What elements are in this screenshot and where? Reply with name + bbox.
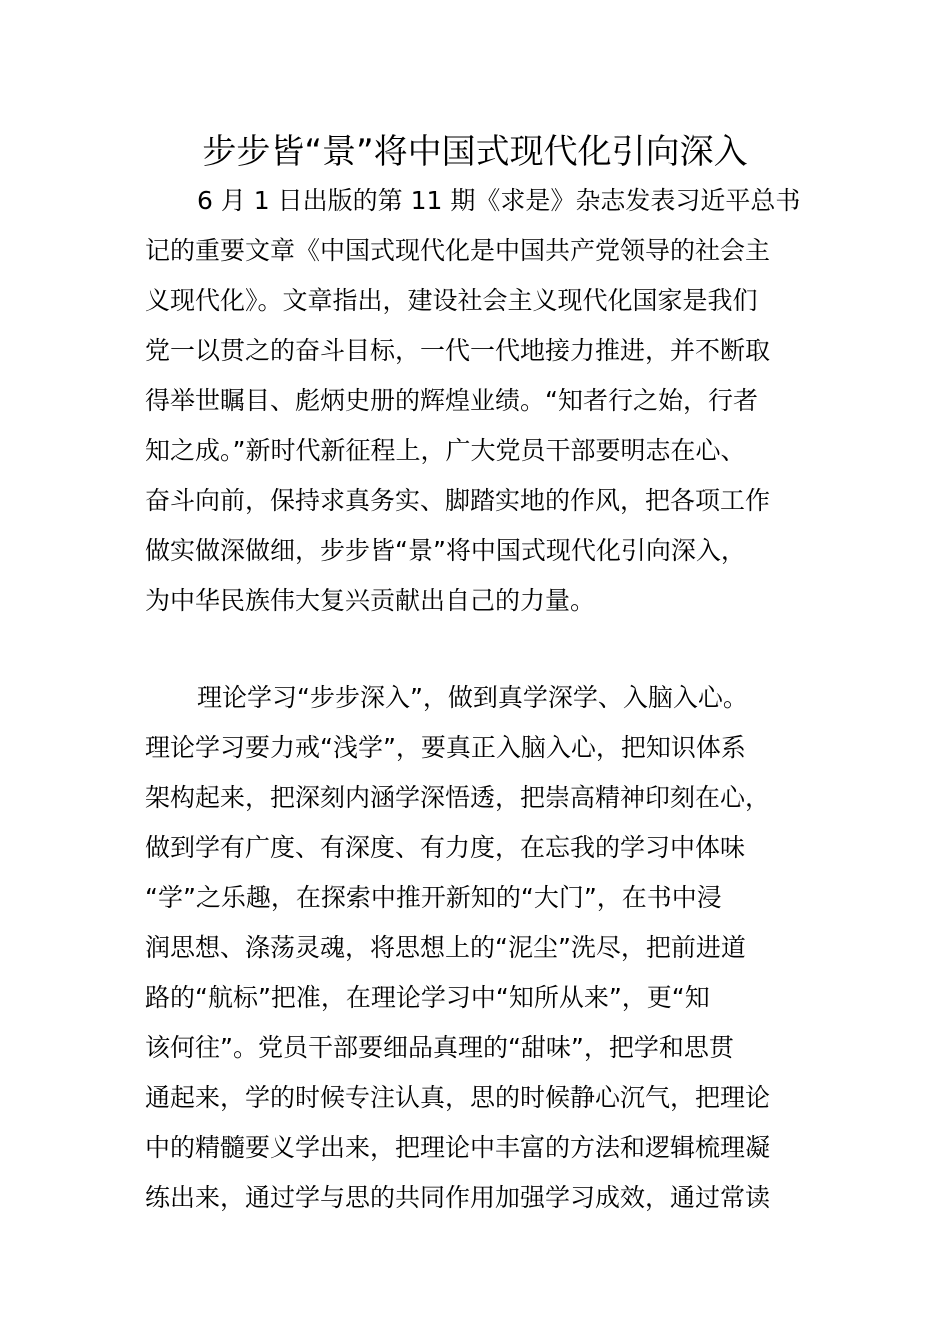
text-line: 架构起来，把深刻内涵学深悟透，把崇高精神印刻在心， xyxy=(145,783,771,812)
text-line: 记的重要文章《中国式现代化是中国共产党领导的社会主 xyxy=(145,236,771,265)
text-line: 6 月 1 日出版的第 11 期《求是》杂志发表习近平总书 xyxy=(197,186,801,215)
text-line: “学”之乐趣，在探索中推开新知的“大门”，在书中浸 xyxy=(145,883,722,912)
text-line: 练出来，通过学与思的共同作用加强学习成效，通过常读 xyxy=(145,1183,771,1212)
text-line: 该何往”。党员干部要细品真理的“甜味”，把学和思贯 xyxy=(145,1033,734,1062)
text-line: 做实做深做细，步步皆“景”将中国式现代化引向深入， xyxy=(145,536,746,565)
text-line: 中的精髓要义学出来，把理论中丰富的方法和逻辑梳理凝 xyxy=(145,1133,771,1162)
text-line: 理论学习要力戒“浅学”，要真正入脑入心，把知识体系 xyxy=(145,733,746,762)
text-line: 为中华民族伟大复兴贡献出自己的力量。 xyxy=(145,586,596,615)
text-line: 义现代化》。文章指出，建设社会主义现代化国家是我们 xyxy=(145,286,758,315)
text-line: 党一以贯之的奋斗目标，一代一代地接力推进，并不断取 xyxy=(145,336,771,365)
text-line: 理论学习“步步深入”，做到真学深学、入脑入心。 xyxy=(197,683,748,712)
text-line: 通起来，学的时候专注认真，思的时候静心沉气，把理论 xyxy=(145,1083,771,1112)
text-line: 得举世瞩目、彪炳史册的辉煌业绩。“知者行之始，行者 xyxy=(145,386,758,415)
text-line: 路的“航标”把准，在理论学习中“知所从来”，更“知 xyxy=(145,983,710,1012)
text-line: 做到学有广度、有深度、有力度，在忘我的学习中体味 xyxy=(145,833,746,862)
text-line: 润思想、涤荡灵魂，将思想上的“泥尘”洗尽，把前进道 xyxy=(145,933,746,962)
text-line: 知之成。”新时代新征程上，广大党员干部要明志在心、 xyxy=(145,436,746,465)
document-title: 步步皆“景”将中国式现代化引向深入 xyxy=(202,132,748,172)
text-line: 奋斗向前，保持求真务实、脚踏实地的作风，把各项工作 xyxy=(145,486,771,515)
